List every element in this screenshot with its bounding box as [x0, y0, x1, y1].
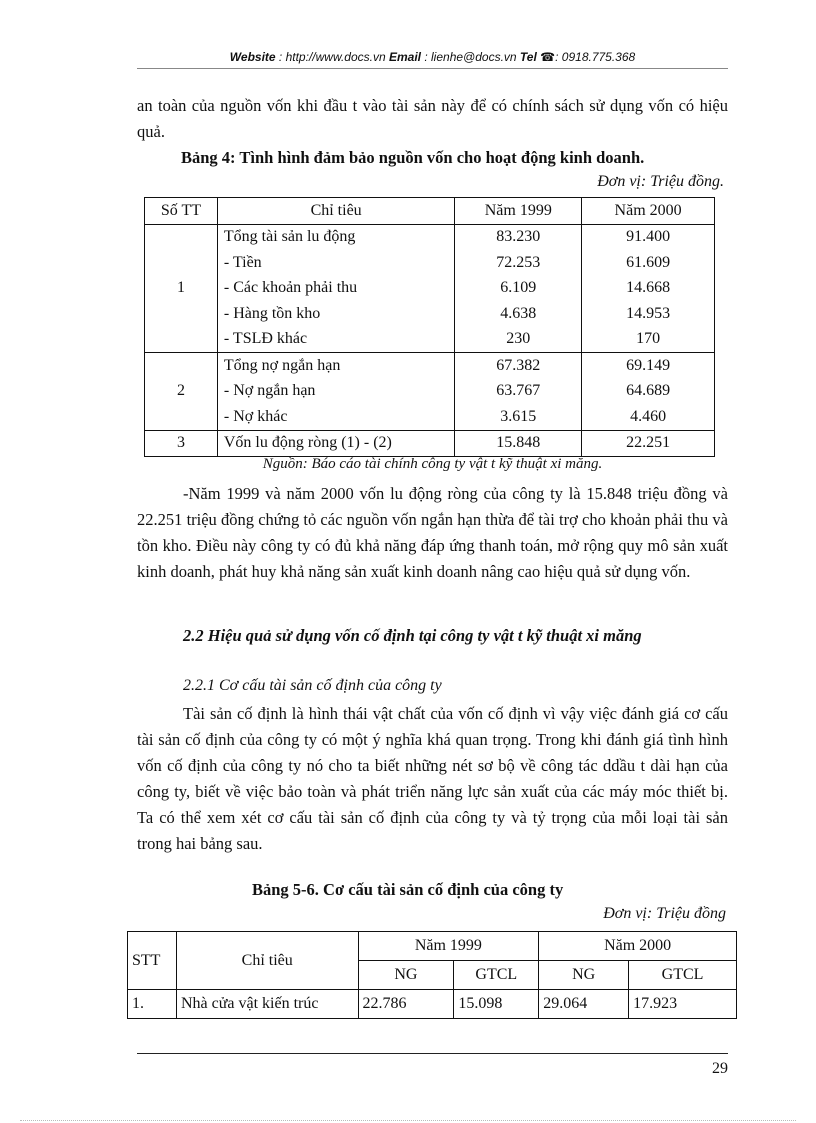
page-header [137, 50, 728, 64]
table-row [145, 327, 715, 353]
table56-header-row [128, 932, 737, 961]
email-label: Email [388, 50, 421, 64]
table4-label: Tổng tài sản lu động [217, 224, 455, 250]
table56-header-gtcl-2000: GTCL [629, 961, 737, 990]
table56-gtcl-2000: 17.923 [629, 990, 737, 1019]
table4-stt: 1 [145, 224, 218, 353]
table4-value-1999: 72.253 [455, 250, 582, 276]
table-row [145, 224, 715, 250]
table56-ng-1999: 22.786 [358, 990, 454, 1019]
table56-header-1999: Năm 1999 [358, 932, 539, 961]
table4-value-2000: 14.953 [582, 301, 715, 327]
table4-value-1999: 63.767 [455, 379, 582, 405]
header-divider [137, 68, 728, 69]
table4-unit: Đơn vị: Triệu đồng. [597, 173, 724, 190]
table4-label: Tổng nợ ngắn hạn [217, 353, 455, 379]
table4-stt: 2 [145, 353, 218, 431]
table56-gtcl-1999: 15.098 [454, 990, 539, 1019]
table4-value-2000: 4.460 [582, 404, 715, 430]
table56-header-gtcl-1999: GTCL [454, 961, 539, 990]
table56-ng-2000: 29.064 [539, 990, 629, 1019]
table-4 [144, 197, 715, 457]
table4-value-2000: 22.251 [582, 430, 715, 457]
table-row [145, 404, 715, 430]
table4-header-chi-tieu: Chỉ tiêu [217, 198, 455, 225]
phone-icon: ☎ [540, 50, 556, 64]
table-row [145, 301, 715, 327]
table4-header-stt: Số TT [145, 198, 218, 225]
table4-stt: 3 [145, 430, 218, 457]
table4-value-2000: 14.668 [582, 276, 715, 302]
table4-value-1999: 230 [455, 327, 582, 353]
table-5-6 [127, 931, 737, 1019]
table4-label: - Các khoản phải thu [217, 276, 455, 302]
table56-unit: Đơn vị: Triệu đồng [603, 905, 726, 922]
table4-label: - Nợ ngắn hạn [217, 379, 455, 405]
table4-label: - Nợ khác [217, 404, 455, 430]
table4-value-2000: 64.689 [582, 379, 715, 405]
table4-value-2000: 170 [582, 327, 715, 353]
table4-title: Bảng 4: Tình hình đảm bảo nguồn vốn cho hoạt động kinh doanh. [181, 148, 645, 167]
table56-header-2000: Năm 2000 [539, 932, 737, 961]
table-row [145, 430, 715, 457]
table4-value-2000: 61.609 [582, 250, 715, 276]
table4-value-1999: 83.230 [455, 224, 582, 250]
table56-header-ng-1999: NG [358, 961, 454, 990]
table4-label: Vốn lu động ròng (1) - (2) [217, 430, 455, 457]
table4-label: - TSLĐ khác [217, 327, 455, 353]
website-label: Website [229, 50, 276, 64]
table4-value-1999: 6.109 [455, 276, 582, 302]
table-row [145, 353, 715, 379]
structure-paragraph: Tài sản cố định là hình thái vật chất của vốn cố định vì vậy việc đánh giá cơ cấu tài sản cố định của công ty có một ý nghĩa khá quan trọng. Trong khi đánh giá tình hình vốn cố định của công ty nó cho ta biết những nét sơ bộ về công tác ddầu t dài hạn của công ty, biết về việc bảo toàn và phát triển năng lực sản xuất của các máy móc thiết bị. Ta có thể xem xét cơ cấu tài sản cố định của công ty và tỷ trọng của mỗi loại tài sản trong hai bảng sau. [137, 704, 728, 853]
table4-source: Nguồn: Báo cáo tài chính công ty vật t kỹ thuật xi măng. [262, 456, 603, 472]
intro-paragraph: an toàn của nguồn vốn khi đầu t vào tài sản này để có chính sách sử dụng vốn có hiệu quả. [137, 96, 728, 141]
subsection-heading: 2.2.1 Cơ cấu tài sản cố định của công ty [183, 677, 442, 694]
table4-value-2000: 91.400 [582, 224, 715, 250]
tel-value: : 0918.775.368 [555, 50, 636, 64]
table-row [145, 379, 715, 405]
table4-value-1999: 67.382 [455, 353, 582, 379]
table4-value-1999: 15.848 [455, 430, 582, 457]
table4-header-1999: Năm 1999 [455, 198, 582, 225]
table-row [145, 250, 715, 276]
table4-value-2000: 69.149 [582, 353, 715, 379]
table-row [145, 276, 715, 302]
table4-value-1999: 3.615 [455, 404, 582, 430]
table56-header-stt: STT [128, 932, 177, 990]
table-row [128, 990, 737, 1019]
tel-label: Tel [519, 50, 537, 64]
table56-title: Bảng 5-6. Cơ cấu tài sản cố định của công ty [252, 880, 564, 899]
table56-header-ng-2000: NG [539, 961, 629, 990]
analysis-paragraph: -Năm 1999 và năm 2000 vốn lu động ròng của công ty là 15.848 triệu đồng và 22.251 triệu đồng chứng tỏ các nguồn vốn ngắn hạn thừa để tài trợ cho khoản phải thu và tồn kho. Điều này công ty có đủ khả năng đáp ứng thanh toán, mở rộng quy mô sản xuất kinh doanh, phát huy khả năng sản xuất kinh doanh nâng cao hiệu quả sử dụng vốn. [137, 484, 728, 581]
website-value: : http://www.docs.vn [278, 50, 386, 64]
table4-value-1999: 4.638 [455, 301, 582, 327]
page-bottom-border [20, 1120, 796, 1121]
table4-header-row [145, 198, 715, 225]
email-value: : lienhe@docs.vn [424, 50, 517, 64]
footer-divider [137, 1053, 728, 1054]
table56-header-chi-tieu: Chỉ tiêu [176, 932, 358, 990]
table56-label: Nhà cửa vật kiến trúc [176, 990, 358, 1019]
page-number: 29 [712, 1060, 728, 1077]
table56-stt: 1. [128, 990, 177, 1019]
table4-label: - Tiền [217, 250, 455, 276]
table4-header-2000: Năm 2000 [582, 198, 715, 225]
section-heading: 2.2 Hiệu quả sử dụng vốn cố định tại công ty vật t kỹ thuật xi măng [183, 626, 642, 645]
table4-label: - Hàng tồn kho [217, 301, 455, 327]
